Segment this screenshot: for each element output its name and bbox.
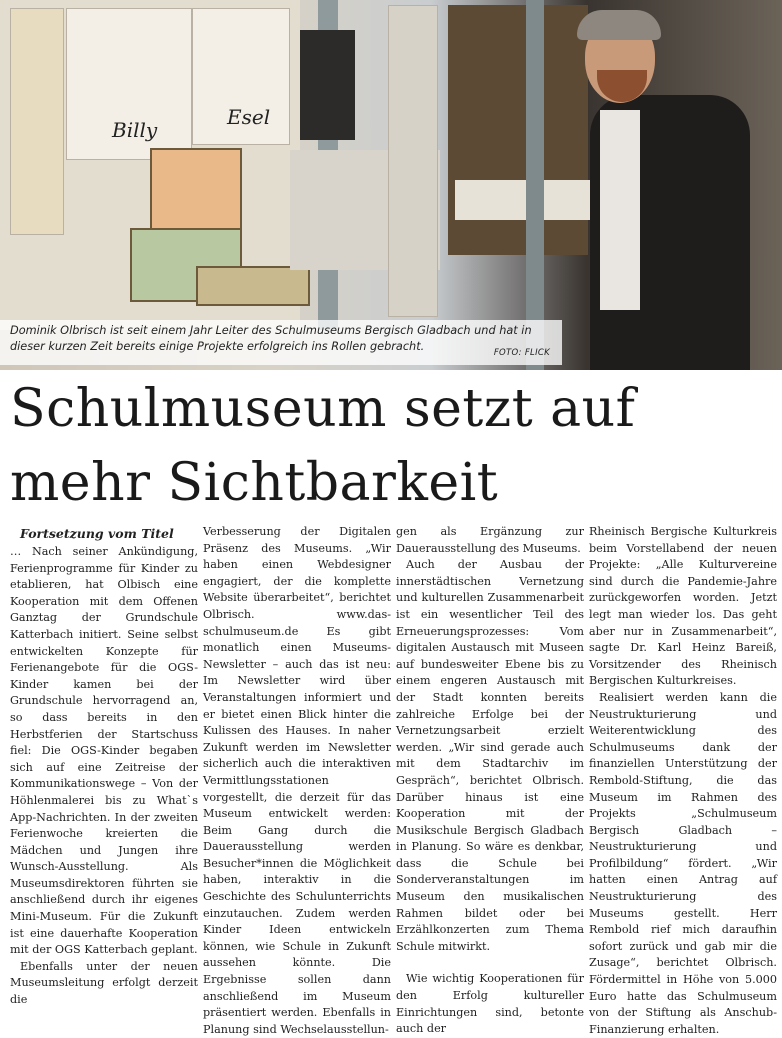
person-shirt xyxy=(600,110,640,310)
paragraph: Realisiert werden kann die Neustrukturierung und Weiterentwicklung des Schulmuseums dank der finanziellen Unterstützung der Rembold-Stiftung, die das Museum im Rahmen des Projekts „Schulmuseum Bergisch Gladbach – Neustrukturierung und Profilbildung“ fördert. „Wir hatten einen Antrag auf Neustrukturierung des Museums gestellt. Herr Rembold rief mich daraufhin sofort zurück und gab mir die Zusage“, berichtet Olbrisch. Fördermittel in Höhe von 5.000 Euro hatte das Schulmuseum von der Stiftung als Anschub-Finanzierung erhalten. xyxy=(589,690,777,1036)
poster-esel-label: Esel xyxy=(227,105,271,129)
column-4 xyxy=(589,524,777,1038)
paragraph: Wie wichtig Kooperationen für den Erfolg kultureller Einrichtungen sind, betonte auch der xyxy=(396,972,584,1036)
paragraph: Auch der Ausbau der innerstädtischen Vernetzung und kulturellen Zusammenarbeit ist ein wesentlicher Teil des Erneuerungsprozesses: Vom digitalen Austausch mit Museen auf bundesweiter Ebene bis zu einem engeren Austausch mit der Stadt konnten bereits zahlreiche Erfolge bei der Vernetzungsarbeit erzielt werden. „Wir sind gerade auch mit dem Stadtarchiv im Gespräch“, berichtet Olbrisch. Darüber hinaus ist eine Kooperation mit der Musikschule Bergisch Gladbach in Planung. So wäre es denkbar, dass die Schule bei Sonderveranstaltungen im Museum den musikalischen Rahmen bildet oder bei Erzählkonzerten zum Thema Schule mitwirkt. xyxy=(396,558,584,953)
column-1 xyxy=(10,524,198,1009)
display-pole-right xyxy=(526,0,544,370)
paragraph: gen als Ergänzung zur Dauerausstellung des Museums. xyxy=(396,525,584,555)
photo-caption-text: Dominik Olbrisch ist seit einem Jahr Leiter des Schulmuseums Bergisch Gladbach und hat in dieser kurzen Zeit bereits einige Projekte erfolgreich ins Rollen gebracht. xyxy=(10,324,532,353)
board-game xyxy=(150,148,242,232)
paragraph: Rheinisch Bergische Kulturkreis beim Vorstellabend der neuen Projekte: „Alle Kulturvereine sind durch die Pandemie-Jahre zurückgeworfen worden. Jetzt legt man wieder los. Das geht aber nur in Zusammenarbeit“, sagte Dr. Karl Heinz Bareiß, Vorsitzender des Rheinisch Bergischen Kulturkreises. xyxy=(589,525,777,688)
column-2 xyxy=(203,524,391,1038)
paragraph: … Nach seiner Ankündigung, Ferienprogramme für Kinder zu etablieren, hat Olbisch eine Kooperation mit dem Offenen Ganztag der Grundschule Katterbach initiert. Seine selbst entwickelten Konzepte für Ferienangebote für die OGS-Kinder kamen bei der Grundschule hervorragend an, so dass bereits in den Herbstferien der Startschuss fiel: Die OGS-Kinder begaben sich auf eine Zeitreise der Kommunikationswege – Von der Höhlenmalerei bis zu What`s App-Nachrichten. In der zweiten Ferienwoche kreierten die Mädchen und Jungen ihre Wunsch-Ausstellung. Als Museumsdirektoren führten sie anschließend durch ihr eigenes Mini-Museum. Für die Zukunft ist eine dauerhafte Kooperation mit der OGS Katterbach geplant. xyxy=(10,545,198,957)
picture-column xyxy=(388,5,438,317)
headline: Schulmuseum setzt auf mehr Sichtbarkeit xyxy=(10,379,636,513)
wooden-tray xyxy=(196,266,310,306)
article-photo xyxy=(0,0,782,370)
column-3 xyxy=(396,524,584,1038)
poster-billy-label: Billy xyxy=(112,118,158,142)
photo-credit: FOTO: FLICK xyxy=(493,348,550,358)
person-cap xyxy=(577,10,661,40)
paragraph: Ebenfalls unter der neuen Museumsleitung erfolgt derzeit die xyxy=(10,959,198,1007)
paragraph: Verbesserung der Digitalen Präsenz des Museums. „Wir haben einen Webdesigner engagiert, der die komplette Website überarbeitet“, berichtet Olbrisch. www.das-schulmuseum.de Es gibt monatlich einen Museums-Newsletter – auch das ist neu: Im Newsletter wird über Veranstaltungen informiert und er bietet einen Blick hinter die Kulissen des Hauses. In naher Zukunft werden im Newsletter sicherlich auch die interaktiven Vermittlungsstationen vorgestellt, die derzeit für das Museum entwickelt werden: Beim Gang durch die Dauerausstellung werden Besucher*innen die Möglichkeit haben, interaktiv in die Geschichte des Schulunterrichts einzutauchen. Zudem werden Kinder Ideen entwickeln können, wie Schule in Zukunft aussehen könnte. Die Ergebnisse sollen dann anschließend im Museum präsentiert werden. Ebenfalls in Planung sind Wechselausstellun- xyxy=(203,525,391,1036)
display-case-dark xyxy=(300,30,355,140)
poster-left-column xyxy=(10,8,64,235)
glass-shelf xyxy=(455,180,595,220)
subhead: Fortsetzung vom Titel xyxy=(20,526,174,541)
photo-caption xyxy=(0,320,562,365)
